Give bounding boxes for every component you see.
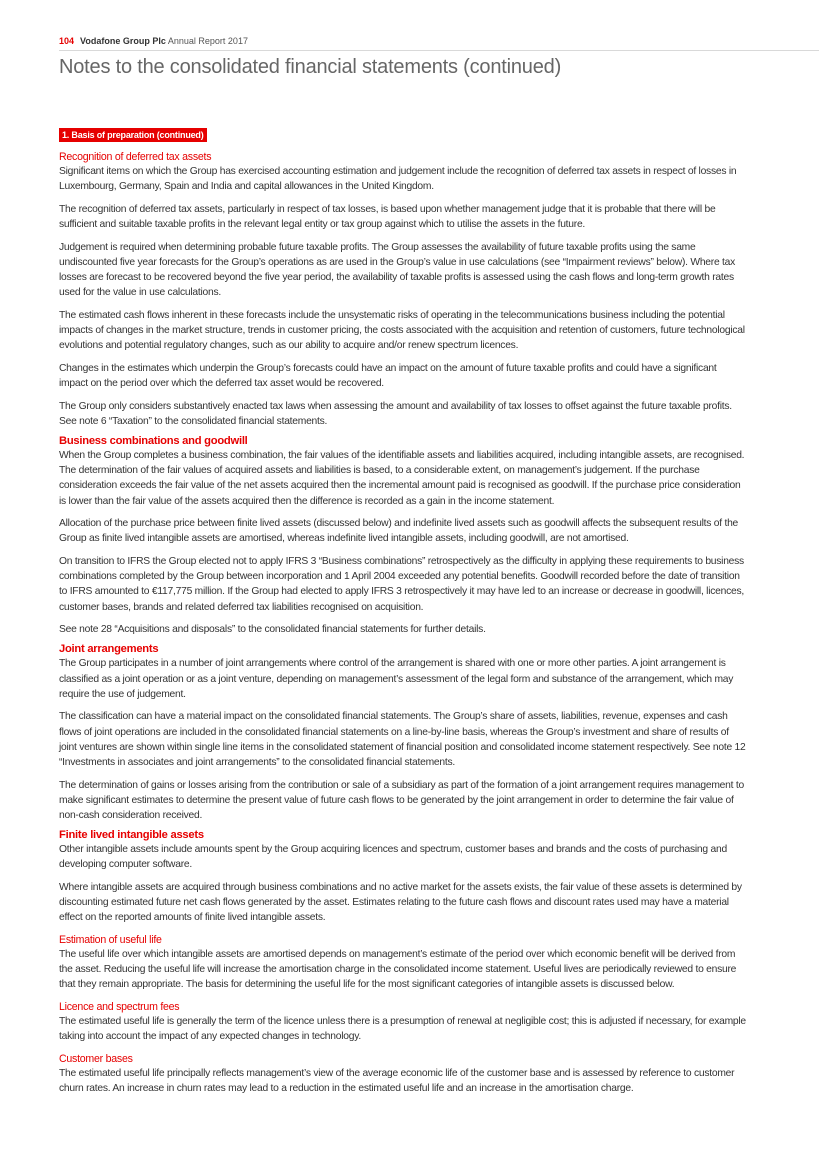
section-finite-lived <box>59 828 747 925</box>
header-divider <box>59 50 819 51</box>
document-body <box>59 128 747 1104</box>
heading-business-combinations: Business combinations and goodwill <box>59 435 248 447</box>
section-customer-bases <box>59 1052 747 1096</box>
section-useful-life <box>59 933 747 993</box>
heading-deferred-tax: Recognition of deferred tax assets <box>59 151 212 163</box>
paragraph: The estimated useful life is generally the term of the licence unless there is a presumption of renewal at negligible cost; this is adjusted if necessary, for example taking into account the impact of any expected changes in technology. <box>59 1016 746 1043</box>
page-header <box>59 35 819 47</box>
section-licence-fees <box>59 1000 747 1044</box>
company-name: Vodafone Group Plc <box>80 36 166 46</box>
section-business-combinations <box>59 434 747 637</box>
paragraph: Judgement is required when determining probable future taxable profits. The Group assesses the availability of future taxable profits using the same undiscounted five year forecasts for the Group’s operations as are used in the Group’s value in use calculations (see “Impairment reviews” below). Where tax losses are forecast to be recovered beyond the five year period, the availability of taxable profits is assessed using the cash flows and long-term growth rates used for the value in use calculations. <box>59 241 736 299</box>
paragraph: The recognition of deferred tax assets, particularly in respect of tax losses, is based upon whether management judge that it is probable that there will be sufficient and suitable taxable profits in the relevant legal entity or tax group against which to utilise the assets in the future. <box>59 203 716 230</box>
page-number: 104 <box>59 36 75 46</box>
paragraph: The useful life over which intangible assets are amortised depends on management’s estimate of the period over which economic benefit will be derived from the asset. Reducing the useful life will increase the amortisation charge in the consolidated income statement. Useful lives are periodically reviewed to ensure that they remain appropriate. The basis for determining the useful life for the most significant categories of intangible assets is discussed below. <box>59 949 737 991</box>
heading-joint-arrangements: Joint arrangements <box>59 643 159 656</box>
paragraph: Changes in the estimates which underpin the Group’s forecasts could have an impact on the amount of future taxable profits and could have a significant impact on the period over which the deferred tax asset would be recovered. <box>59 362 717 389</box>
paragraph: The determination of gains or losses arising from the contribution or sale of a subsidiary as part of the formation of a joint arrangement requires management to make significant estimates to determine the present value of future cash flows to be generated by the joint arrangement in order to determine the fair value of non-cash consideration received. <box>59 779 744 822</box>
section-joint-arrangements <box>59 642 747 823</box>
paragraph: Where intangible assets are acquired through business combinations and no active market for the assets exists, the fair value of these assets is determined by discounting estimated future net cash flows generated by the asset. Estimates relating to the future cash flows and discount rates used may have a material effect on the reported amounts of finite lived intangible assets. <box>59 882 742 924</box>
section-deferred-tax <box>59 150 747 429</box>
paragraph: Allocation of the purchase price between finite lived assets (discussed below) and indefinite lived assets such as goodwill affects the subsequent results of the Group as finite lived intangible assets are amortised, whereas indefinite lived intangible assets, including goodwill, are not amortised. <box>59 518 739 545</box>
paragraph: On transition to IFRS the Group elected not to apply IFRS 3 “Business combinations” retrospectively as the difficulty in applying these requirements to business combinations completed by the Group between incorporation and 1 April 2004 exceeded any potential benefits. Goodwill recorded before the date of transition to IFRS amounted to €117,775 million. If the Group had elected to apply IFRS 3 retrospectively it may have led to an increase or decrease in goodwill, licences, customer bases, brands and related deferred tax liabilities recognised on acquisition. <box>59 556 744 613</box>
heading-licence-fees: Licence and spectrum fees <box>59 1001 180 1014</box>
section-badge: 1. Basis of preparation (continued) <box>59 128 207 142</box>
paragraph: The estimated cash flows inherent in these forecasts include the unsystematic risks of operating in the telecommunications business including the potential impacts of changes in the market structure, trends in customer pricing, the costs associated with the acquisition and retention of customers, future technological evolutions and potential regulatory changes, such as our ability to acquire and/or renew spectrum licences. <box>59 309 745 352</box>
paragraph: Other intangible assets include amounts spent by the Group acquiring licences and spectrum, customer bases and brands and the costs of purchasing and developing computer software. <box>59 844 727 871</box>
report-name: Annual Report 2017 <box>167 36 248 46</box>
paragraph: The Group participates in a number of joint arrangements where control of the arrangement is shared with one or more other parties. A joint arrangement is classified as a joint operation or as a joint venture, depending on management’s assessment of the legal form and substance of the arrangement, which may require the use of judgement. <box>59 658 734 700</box>
paragraph: The classification can have a material impact on the consolidated financial statements. The Group’s share of assets, liabilities, revenue, expenses and cash flows of joint operations are included in the consolidated financial statements on a line-by-line basis, whereas the Group’s investment and share of results of joint ventures are shown within single line items in the consolidated statement of financial position and consolidated income statement respectively. See note 12 “Investments in associates and joint arrangements” to the consolidated financial statements. <box>59 711 746 769</box>
heading-customer-bases: Customer bases <box>59 1052 133 1065</box>
paragraph: The Group only considers substantively enacted tax laws when assessing the amount and availability of tax losses to offset against the future taxable profits. See note 6 “Taxation” to the consolidated financial statements. <box>59 400 732 427</box>
paragraph: When the Group completes a business combination, the fair values of the identifiable assets and liabilities acquired, including intangible assets, are recognised. The determination of the fair values of acquired assets and liabilities is based, to a considerable extent, on management’s judgement. If the purchase consideration exceeds the fair value of the net assets acquired then the incremental amount paid is recognised as goodwill. If the purchase price consideration is lower than the fair value of the assets acquired then the difference is recorded as a gain in the income statement. <box>59 450 745 507</box>
page-title: Notes to the consolidated financial statements (continued) <box>59 56 562 78</box>
paragraph: Significant items on which the Group has exercised accounting estimation and judgement include the recognition of deferred tax assets in respect of losses in Luxembourg, Germany, Spain and India and capital allowances in the United Kingdom. <box>59 166 737 193</box>
heading-finite-lived: Finite lived intangible assets <box>59 829 204 842</box>
heading-useful-life: Estimation of useful life <box>59 934 162 947</box>
paragraph: See note 28 “Acquisitions and disposals” to the consolidated financial statements for further details. <box>59 624 486 636</box>
paragraph: The estimated useful life principally reflects management’s view of the average economic life of the customer base and is assessed by reference to customer churn rates. An increase in churn rates may lead to a reduction in the estimated useful life and an increase in the amortisation charge. <box>59 1067 735 1095</box>
